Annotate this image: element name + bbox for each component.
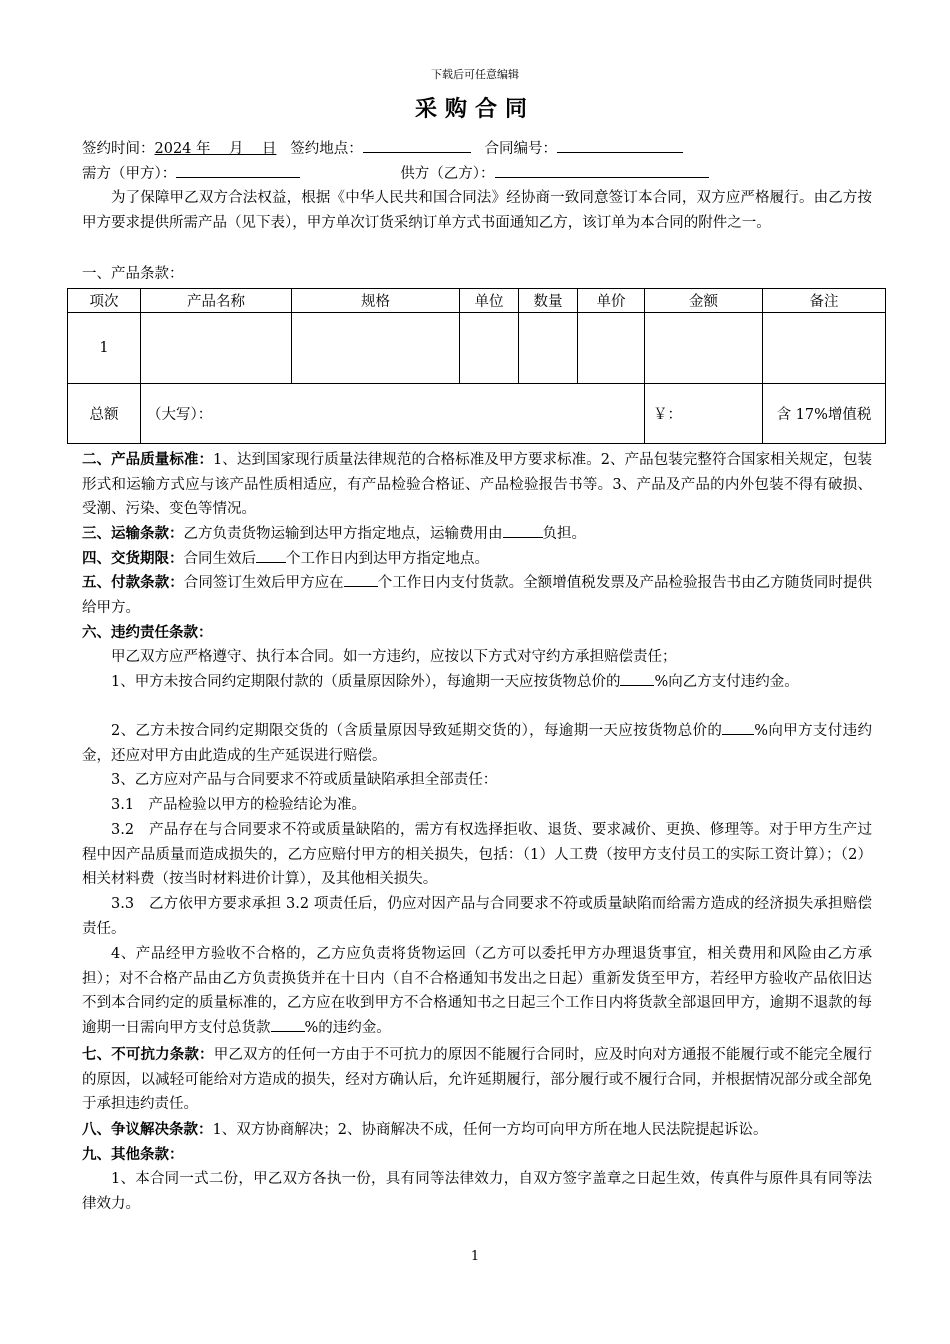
row-index: 1	[68, 313, 141, 384]
contract-no-label: 合同编号：	[484, 141, 558, 157]
section-6-item-4-text: 4、产品经甲方验收不合格的，乙方应负责将货物运回（乙方可以委托甲方办理退货事宜，相关费用和风险由乙方承担）；对不合格产品由乙方负责换货并在十日内（自不合格通知书发出之日起）重新发货至甲方，若经甲方验收产品依旧达不到本合同约定的质量标准的，乙方应在收到甲方不合格通知书之日起三个工作日内将货款全部退回甲方，逾期不退款的每逾期一日需向甲方支付总货款	[82, 946, 872, 1036]
freight-payer-field[interactable]	[503, 523, 543, 538]
total-daxie[interactable]: （大写）：	[141, 384, 645, 444]
section-6-item-1-text: 1、甲方未按合同约定期限付款的（质量原因除外），每逾期一天应按货物总价的	[111, 674, 621, 690]
table-header: 备注	[763, 289, 886, 313]
buyer-field[interactable]	[176, 163, 300, 178]
section-8-title: 八、争议解决条款：	[82, 1121, 213, 1138]
supplier-label: 供方（乙方）：	[400, 166, 495, 182]
section-4	[82, 547, 872, 571]
table-header: 单位	[460, 289, 519, 313]
section-6-item-3-3: 3.3 乙方依甲方要求承担 3.2 项责任后，仍应对因产品与合同要求不符或质量缺陷而给需方造成的经济损失承担赔偿责任。	[82, 896, 872, 937]
section-6-item-1-end: %向乙方支付违约金。	[654, 674, 799, 690]
section-2-title: 二、产品质量标准：	[82, 451, 214, 468]
total-yen[interactable]: ￥：	[645, 384, 763, 444]
section-2-text: 1、达到国家现行质量法律规范的合格标准及甲方要求标准。2、产品包装完整符合国家相关规定，包装形式和运输方式应与该产品性质相适应，有产品检验合格证、产品检验报告书等。3、产品及产品的内外包装不得有破损、受潮、污染、变色等情况。	[82, 452, 873, 517]
contract-no-field[interactable]	[557, 138, 683, 153]
section-6-item-2	[82, 719, 872, 768]
buyer-penalty-rate-field[interactable]	[620, 671, 654, 686]
cell-unit[interactable]	[460, 313, 519, 384]
meta-line-1	[82, 137, 872, 161]
section-6-title	[82, 621, 872, 645]
section-6-item-4	[82, 942, 872, 1040]
section-7	[82, 1043, 872, 1117]
section-9-title	[82, 1143, 872, 1167]
section-7-text: 甲乙双方的任何一方由于不可抗力的原因不能履行合同时，应及时向对方通报不能履行或不能完全履行的原因，以减轻可能给对方造成的损失，经对方确认后，允许延期履行，部分履行或不履行合同，并根据情况部分或全部免于承担违约责任。	[82, 1047, 873, 1112]
section-5-text: 合同签订生效后甲方应在	[183, 575, 344, 591]
contract-title: 采购合同	[414, 96, 535, 122]
delivery-days-field[interactable]	[256, 548, 286, 563]
section-3-title: 三、运输条款：	[82, 525, 184, 542]
section-4-text-end: 个工作日内到达甲方指定地点。	[286, 551, 489, 567]
table-header: 金额	[645, 289, 763, 313]
section-6-item-2-text: 2、乙方未按合同约定期限交货的（含质量原因导致延期交货的），每逾期一天应按货物总价的	[111, 723, 723, 739]
top-note: 下载后可任意编辑	[431, 68, 519, 81]
supplier-field[interactable]	[495, 163, 709, 178]
section-5-title: 五、付款条款：	[82, 574, 184, 591]
table-header: 数量	[519, 289, 578, 313]
supplier-penalty-rate-field[interactable]	[722, 720, 754, 735]
payment-days-field[interactable]	[344, 572, 378, 587]
section-9-heading: 九、其他条款：	[82, 1146, 184, 1163]
total-label: 总额	[68, 384, 141, 444]
section-9-item-1: 1、本合同一式二份，甲乙双方各执一份，具有同等法律效力，自双方签字盖章之日起生效，传真件与原件具有同等法律效力。	[82, 1171, 872, 1212]
section-5	[82, 571, 872, 620]
table-total-row	[68, 384, 886, 444]
table-header: 单价	[578, 289, 645, 313]
sign-place-field[interactable]	[363, 138, 471, 153]
table-header-row	[68, 289, 886, 313]
meta-line-2	[82, 162, 872, 186]
section-6-item-1	[82, 670, 872, 695]
cell-unit-price[interactable]	[578, 313, 645, 384]
table-header: 规格	[292, 289, 460, 313]
section-6-item-3-2: 3.2 产品存在与合同要求不符或质量缺陷的，需方有权选择拒收、退货、要求减价、更换、修理等。对于甲方生产过程中因产品质量而造成损失的，乙方应赔付甲方的相关损失，包括：（1）人工费（按甲方支付员工的实际工资计算）；（2）相关材料费（按当时材料进价计算），及其他相关损失。	[82, 822, 872, 887]
buyer-label: 需方（甲方）：	[82, 166, 177, 182]
cell-quantity[interactable]	[519, 313, 578, 384]
section-2	[82, 448, 872, 522]
section-6-item-3: 3、乙方应对产品与合同要求不符或质量缺陷承担全部责任：	[111, 772, 498, 788]
cell-spec[interactable]	[292, 313, 460, 384]
intro-paragraph: 为了保障甲乙双方合法权益，根据《中华人民共和国合同法》经协商一致同意签订本合同，双方应严格履行。由乙方按甲方要求提供所需产品（见下表），甲方单次订货采纳订单方式书面通知乙方，该订单为本合同的附件之一。	[82, 190, 872, 231]
section-8-text: 1、双方协商解决；2、协商解决不成，任何一方均可向甲方所在地人民法院提起诉讼。	[212, 1122, 768, 1138]
cell-product-name[interactable]	[141, 313, 292, 384]
page-number: 1	[470, 1249, 480, 1264]
section-6-item-4-end: %的违约金。	[304, 1019, 391, 1036]
section-4-title: 四、交货期限：	[82, 550, 184, 567]
section-6-item-3-1: 3.1 产品检验以甲方的检验结论为准。	[111, 797, 367, 813]
sign-time-label: 签约时间：	[82, 141, 155, 157]
section-7-title: 七、不可抗力条款：	[82, 1046, 214, 1063]
section-3-text-end: 负担。	[542, 526, 586, 542]
table-row	[68, 313, 886, 384]
sign-place-label: 签约地点：	[290, 141, 363, 157]
section-5-text-end: 个工作日内支付货款。全额增值税发票及产品检验报告书由乙方随货同时提供给甲方。	[82, 575, 873, 616]
refund-penalty-rate-field[interactable]	[271, 1017, 305, 1032]
section-8	[82, 1118, 872, 1142]
sign-time-value[interactable]: 2024 年 月 日	[154, 141, 277, 157]
section-3	[82, 522, 872, 546]
section-6-intro: 甲乙双方应严格遵守、执行本合同。如一方违约，应按以下方式对守约方承担赔偿责任；	[111, 649, 677, 665]
table-header: 项次	[68, 289, 141, 313]
cell-remark[interactable]	[763, 313, 886, 384]
section-6-heading: 六、违约责任条款：	[82, 624, 213, 641]
total-note: 含 17%增值税	[763, 384, 886, 444]
section-3-text: 乙方负责货物运输到达甲方指定地点，运输费用由	[183, 526, 503, 542]
section-6-item-2-end: %向甲方支付违约金，还应对甲方由此造成的生产延误进行赔偿。	[82, 723, 872, 764]
section-4-text: 合同生效后	[183, 551, 256, 567]
table-header: 产品名称	[141, 289, 292, 313]
section-1-title: 一、产品条款：	[82, 266, 184, 282]
product-table	[67, 288, 886, 444]
cell-amount[interactable]	[645, 313, 763, 384]
